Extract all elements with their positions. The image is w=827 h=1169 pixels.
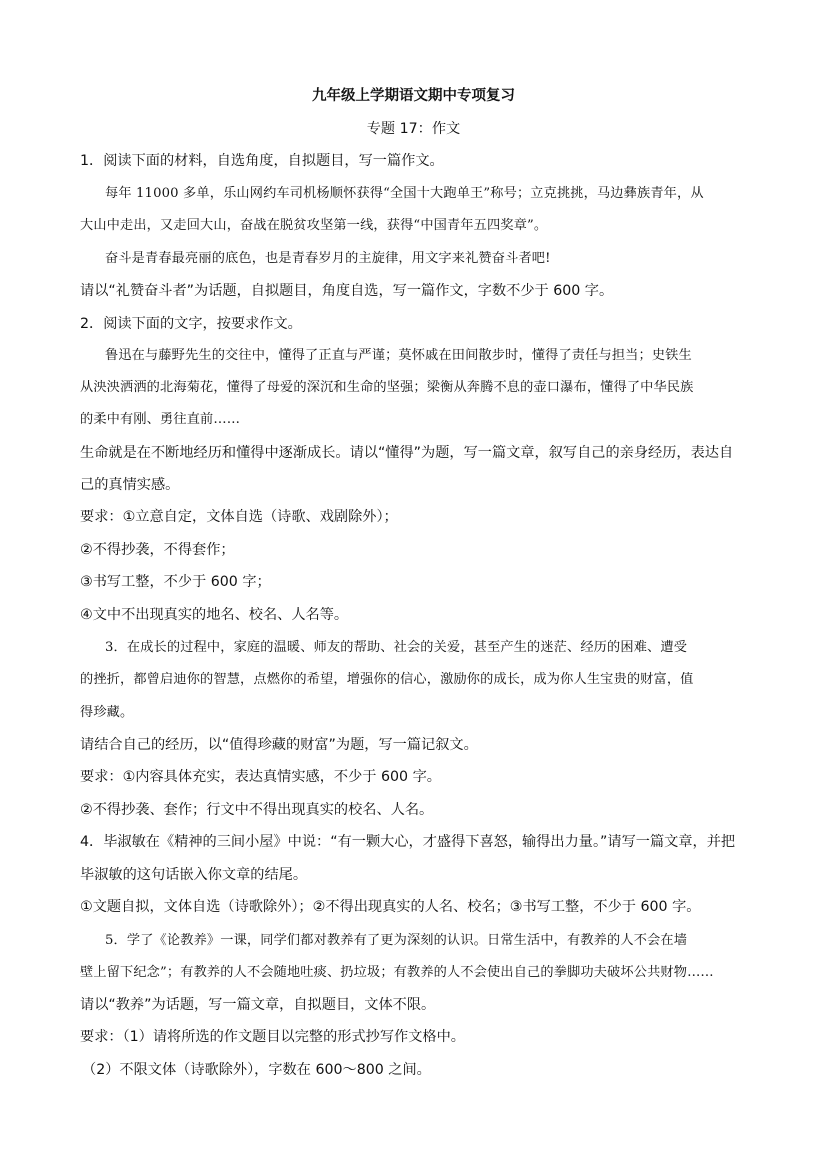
instruction-line: 请结合自己的经历，以“值得珍藏的财富”为题，写一篇记叙文。: [80, 737, 478, 753]
requirement-line: 要求：（1）请将所选的作文题目以完整的形式抄写作文格中。: [80, 1029, 465, 1045]
question-5-prompt: 5．学了《论教养》一课，同学们都对教养有了更为深刻的认识。日常生活中，有教养的人不会在墙: [105, 933, 688, 948]
material-line: 大山中走出，又走回大山，奋战在脱贫攻坚第一线，获得“中国青年五四奖章”。: [80, 218, 548, 233]
requirement-line: （2）不限文体（诗歌除外），字数在 600～800 之间。: [82, 1062, 431, 1078]
instruction-line: 毕淑敏的这句话嵌入你文章的结尾。: [80, 867, 308, 883]
material-line: 得珍藏。: [80, 705, 134, 720]
material-line: 壁上留下纪念”；有教养的人不会随地吐痰、扔垃圾；有教养的人不会使出自己的拳脚功夫破坏公共财物……: [80, 965, 714, 980]
material-line: 鲁迅在与藤野先生的交往中，懂得了正直与严谨；莫怀戚在田间散步时，懂得了责任与担当；史铁生: [105, 348, 692, 363]
requirement-line: ①文题自拟，文体自选（诗歌除外）；②不得出现真实的人名、校名；③书写工整，不少于 600 字。: [80, 899, 701, 915]
document-subtitle: 专题 17：作文: [366, 121, 461, 137]
material-line: 奋斗是青春最亮丽的底色，也是青春岁月的主旋律，用文字来礼赞奋斗者吧!: [105, 251, 551, 266]
instruction-line: 请以“礼赞奋斗者”为话题，自拟题目，角度自选，写一篇作文，字数不少于 600 字。: [80, 283, 614, 299]
question-3-prompt: 3．在成长的过程中，家庭的温暖、师友的帮助、社会的关爱，甚至产生的迷茫、经历的困难、遭受: [105, 640, 688, 655]
requirement-line: 要求：①内容具体充实，表达真情实感，不少于 600 字。: [80, 769, 441, 785]
requirement-line: 要求：①立意自定，文体自选（诗歌、戏剧除外）；: [80, 509, 398, 525]
document-title: 九年级上学期语文期中专项复习: [312, 88, 515, 104]
instruction-line: 己的真情实感。: [80, 477, 180, 493]
material-line: 从泱泱洒洒的北海菊花，懂得了母爱的深沉和生命的坚强；梁衡从奔腾不息的壶口瀑布，懂得了中华民族: [80, 380, 694, 395]
question-2-prompt: 2．阅读下面的文字，按要求作文。: [80, 316, 302, 332]
requirement-line: ②不得抄袭、套作；行文中不得出现真实的校名、人名。: [80, 802, 434, 818]
question-1-prompt: 1．阅读下面的材料，自选角度，自拟题目，写一篇作文。: [80, 153, 444, 169]
instruction-line: 请以“教养”为话题，写一篇文章，自拟题目，文体不限。: [80, 997, 436, 1013]
material-line: 的柔中有刚、勇往直前……: [80, 412, 241, 427]
question-4-prompt: 4．毕淑敏在《精神的三间小屋》中说：“有一颗大心，才盛得下喜怒，输得出力量。”请写一篇文章，并把: [80, 834, 736, 850]
material-line: 每年 11000 多单，乐山网约车司机杨顺怀获得“全国十大跑单王”称号；立克挑挑，马边彝族青年，从: [105, 186, 704, 201]
requirement-line: ③书写工整，不少于 600 字；: [80, 574, 271, 590]
material-line: 的挫折，都曾启迪你的智慧，点燃你的希望，增强你的信心，激励你的成长，成为你人生宝贵的财富，值: [80, 672, 694, 687]
requirement-line: ④文中不出现真实的地名、校名、人名等。: [80, 607, 349, 623]
instruction-line: 生命就是在不断地经历和懂得中逐渐成长。请以“懂得”为题，写一篇文章，叙写自己的亲身经历，表达自: [80, 445, 734, 461]
requirement-line: ②不得抄袭，不得套作；: [80, 542, 235, 558]
